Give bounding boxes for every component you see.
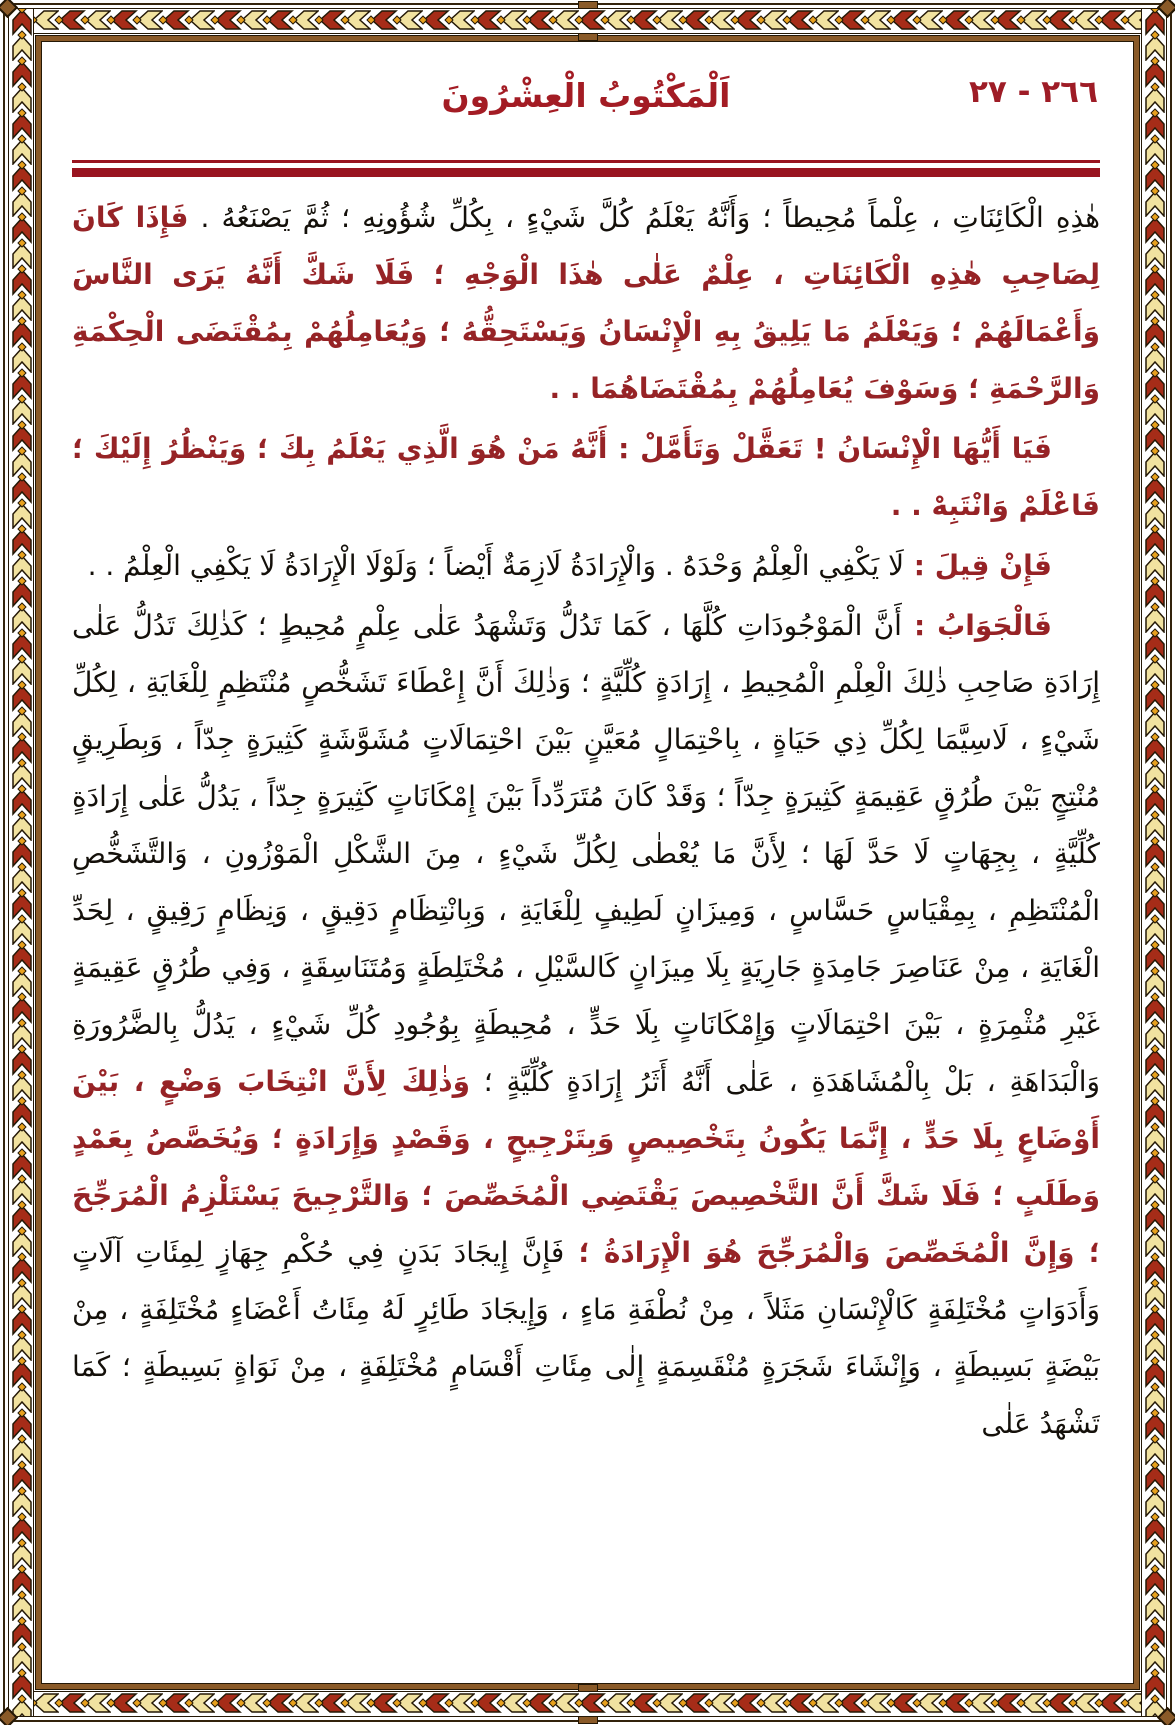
header-divider xyxy=(72,160,1100,177)
paragraph xyxy=(72,189,1100,417)
text-segment-red: فَالْجَوَابُ : xyxy=(901,609,1052,642)
text-segment-red: فَإِذَا كَانَ لِصَاحِبِ هٰذِهِ الْكَائِنَاتِ ، عِلْمٌ عَلٰى هٰذَا الْوَجْهِ ؛ فَلَا شَكَّ أَنَّهُ يَرَى النَّاسَ وَأَعْمَالَهُمْ ؛ وَيَعْلَمُ مَا يَلِيقُ بِهِ الْإِنْسَانُ وَيَسْتَحِقُّهُ ؛ وَيُعَامِلُهُمْ بِمُقْتَضَى الْحِكْمَةِ وَالرَّحْمَةِ ؛ وَسَوْفَ يُعَامِلُهُمْ بِمُقْتَضَاهُمَا . . xyxy=(72,201,1100,405)
paragraph xyxy=(72,597,1100,1452)
paragraph xyxy=(72,537,1100,594)
decorative-border-left xyxy=(8,8,34,1717)
decorative-border-top xyxy=(8,8,1167,34)
text-segment-black: أَنَّ الْمَوْجُودَاتِ كُلَّهَا ، كَمَا تَدُلُّ وَتَشْهَدُ عَلٰى عِلْمٍ مُحِيطٍ ؛ كَذٰلِكَ تَدُلُّ عَلٰى إِرَادَةِ صَاحِبِ ذٰلِكَ الْعِلْمِ الْمُحِيطِ ، إِرَادَةٍ كُلِّيَّةٍ ؛ وَذٰلِكَ أَنَّ إِعْطَاءَ تَشَخُّصٍ مُنْتَظِمٍ لِلْغَايَةِ ، لِكُلِّ شَيْءٍ ، لَاسِيَّمَا لِكُلِّ ذِي حَيَاةٍ ، بِاحْتِمَالٍ مُعَيَّنٍ بَيْنَ احْتِمَالَاتٍ مُشَوَّشَةٍ كَثِيرَةٍ جِدّاً ، وَبِطَرِيقٍ مُنْتِجٍ بَيْنَ طُرُقٍ عَقِيمَةٍ كَثِيرَةٍ جِدّاً ؛ وَقَدْ كَانَ مُتَرَدِّداً بَيْنَ إِمْكَانَاتٍ كَثِيرَةٍ جِدّاً ، يَدُلُّ عَلٰى إِرَادَةٍ كُلِّيَّةٍ ، بِجِهَاتٍ لَا حَدَّ لَهَا ؛ لِأَنَّ مَا يُعْطٰى لِكُلِّ شَيْءٍ ، مِنَ الشَّكْلِ الْمَوْزُونِ ، وَالتَّشَخُّصِ الْمُنْتَظِمِ ، بِمِقْيَاسٍ حَسَّاسٍ ، وَمِيزَانٍ لَطِيفٍ لِلْغَايَةِ ، وَبِانْتِظَامٍ دَقِيقٍ ، وَنِظَامٍ رَقِيقٍ ، لِحَدِّ الْغَايَةِ ، مِنْ عَنَاصِرَ جَامِدَةٍ جَارِيَةٍ بِلَا مِيزَانٍ كَالسَّيْلِ ، مُخْتَلِطَةٍ وَمُتَنَاسِقَةٍ ، وَفِي طُرُقٍ عَقِيمَةٍ غَيْرِ مُثْمِرَةٍ ، بَيْنَ احْتِمَالَاتٍ وَإِمْكَانَاتٍ بِلَا حَدٍّ ، مُحِيطَةٍ بِوُجُودِ كُلِّ شَيْءٍ ، يَدُلُّ بِالضَّرُورَةِ وَالْبَدَاهَةِ ، بَلْ بِالْمُشَاهَدَةِ ، عَلٰى أَنَّهُ أَثَرُ إِرَادَةٍ كُلِّيَّةٍ ؛ xyxy=(72,609,1100,1098)
center-tab-bottom-inner xyxy=(578,1684,598,1692)
page-content xyxy=(72,48,1100,1677)
center-tab-top-outer xyxy=(578,1,598,9)
divider-thick-line xyxy=(72,168,1100,177)
paragraph xyxy=(72,420,1100,534)
page-number: ٢٦٦ - ٢٧ xyxy=(968,74,1098,110)
text-segment-black: فَإِنَّ إِيجَادَ بَدَنٍ فِي حُكْمِ جِهَازٍ لِمِئَاتِ آلَاتٍ وَأَدَوَاتٍ مُخْتَلِفَةٍ كَالْإِنْسَانِ مَثَلاً ، مِنْ نُطْفَةِ مَاءٍ ، وَإِيجَادَ طَائِرٍ لَهُ مِئَاتُ أَعْضَاءٍ مُخْتَلِفَةٍ ، مِنْ بَيْضَةٍ بَسِيطَةٍ ، وَإِنْشَاءَ شَجَرَةٍ مُنْقَسِمَةٍ إِلٰى مِئَاتِ أَقْسَامٍ مُخْتَلِفَةٍ ، مِنْ نَوَاةٍ بَسِيطَةٍ ؛ كَمَا تَشْهَدُ عَلٰى xyxy=(72,1236,1100,1440)
page-header xyxy=(72,48,1100,144)
text-segment-red: فَإِنْ قِيلَ : xyxy=(904,549,1052,582)
divider-thin-line xyxy=(72,160,1100,163)
center-tab-top-inner xyxy=(578,33,598,41)
text-segment-black: لَا يَكْفِي الْعِلْمُ وَحْدَهُ . وَالْإِرَادَةُ لَازِمَةٌ أَيْضاً ؛ وَلَوْلَا الْإِرَادَةُ لَا يَكْفِي الْعِلْمُ . . xyxy=(87,549,905,582)
body-text xyxy=(72,189,1100,1452)
center-tab-bottom-outer xyxy=(578,1716,598,1724)
text-segment-red: وَذٰلِكَ لِأَنَّ انْتِخَابَ وَضْعٍ ، بَيْنَ أَوْضَاعٍ بِلَا حَدٍّ ، إِنَّمَا يَكُونُ بِتَخْصِيصٍ وَبِتَرْجِيحٍ ، وَقَصْدٍ وَإِرَادَةٍ ؛ وَيُخَصَّصُ بِعَمْدٍ وَطَلَبٍ ؛ فَلَا شَكَّ أَنَّ التَّخْصِيصَ يَقْتَضِي الْمُخَصِّصَ ؛ وَالتَّرْجِيحَ يَسْتَلْزِمُ الْمُرَجِّحَ ؛ وَإِنَّ الْمُخَصِّصَ وَالْمُرَجِّحَ هُوَ الْإِرَادَةُ ؛ xyxy=(72,1065,1100,1269)
decorative-border-right xyxy=(1141,8,1167,1717)
text-segment-black: هٰذِهِ الْكَائِنَاتِ ، عِلْماً مُحِيطاً ؛ وَأَنَّهُ يَعْلَمُ كُلَّ شَيْءٍ ، بِكُلِّ شُؤُونِهِ ؛ ثُمَّ يَصْنَعُهُ . xyxy=(188,201,1100,234)
decorative-border-bottom xyxy=(8,1691,1167,1717)
text-segment-red: فَيَا أَيُّهَا الْإِنْسَانُ ! تَعَقَّلْ وَتَأَمَّلْ : أَنَّهُ مَنْ هُوَ الَّذِي يَعْلَمُ بِكَ ؛ وَيَنْظُرُ إِلَيْكَ ؛ فَاعْلَمْ وَانْتَبِهْ . . xyxy=(72,432,1100,522)
page-title: اَلْمَكْتُوبُ الْعِشْرُونَ xyxy=(441,76,731,115)
